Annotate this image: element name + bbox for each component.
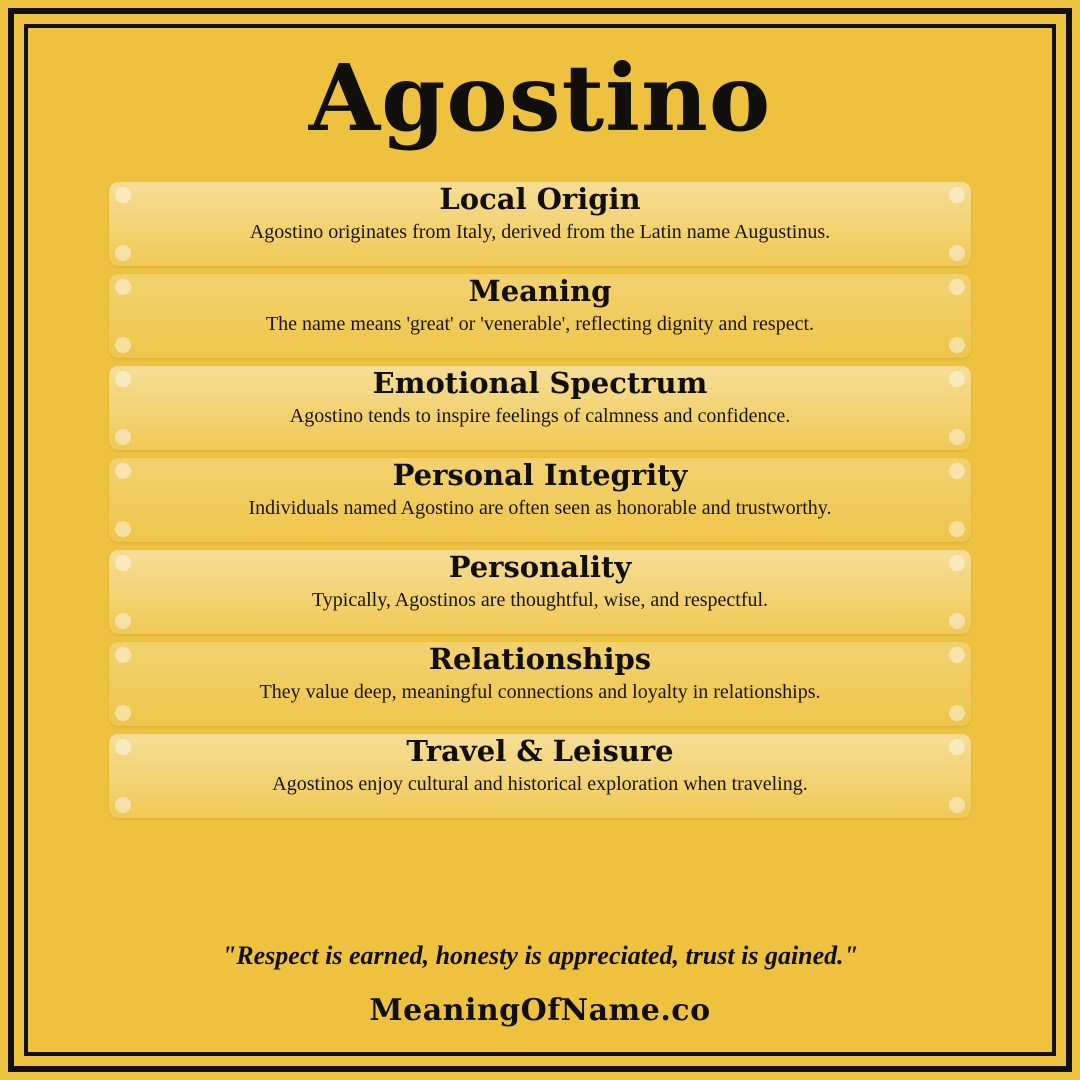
- section-heading: Emotional Spectrum: [372, 366, 708, 400]
- section-card-personal-integrity: [109, 458, 971, 542]
- section-text: Agostino originates from Italy, derived from the Latin name Augustinus.: [249, 221, 831, 243]
- section-text: Agostinos enjoy cultural and historical exploration when traveling.: [272, 773, 808, 795]
- section-card-travel-leisure: [109, 734, 971, 818]
- section-text: The name means 'great' or 'venerable', reflecting dignity and respect.: [265, 313, 815, 335]
- pin-dot-icon: [115, 337, 131, 353]
- footer-quote: "Respect is earned, honesty is appreciated, trust is gained.": [221, 941, 859, 970]
- section-text: Agostino tends to inspire feelings of calmness and confidence.: [289, 405, 791, 427]
- pin-dot-icon: [949, 797, 965, 813]
- pin-dot-icon: [115, 245, 131, 261]
- pin-dot-icon: [949, 245, 965, 261]
- pin-dot-icon: [115, 521, 131, 537]
- section-card-personality: [109, 550, 971, 634]
- pin-dot-icon: [949, 429, 965, 445]
- pin-dot-icon: [949, 521, 965, 537]
- pin-dot-icon: [115, 429, 131, 445]
- pin-dot-icon: [949, 337, 965, 353]
- section-text: Individuals named Agostino are often seen as honorable and trustworthy.: [248, 497, 832, 519]
- pin-dot-icon: [949, 705, 965, 721]
- section-heading: Meaning: [468, 274, 612, 308]
- section-card-local-origin: [109, 182, 971, 266]
- pin-dot-icon: [115, 797, 131, 813]
- section-card-emotional-spectrum: [109, 366, 971, 450]
- pin-dot-icon: [949, 613, 965, 629]
- section-card-meaning: [109, 274, 971, 358]
- sections-list: [109, 182, 971, 826]
- poster-footer: [34, 941, 1046, 1046]
- section-text: Typically, Agostinos are thoughtful, wise, and respectful.: [311, 589, 769, 611]
- section-card-relationships: [109, 642, 971, 726]
- section-heading: Relationships: [428, 642, 652, 676]
- page-title: Agostino: [308, 44, 772, 152]
- section-text: They value deep, meaningful connections and loyalty in relationships.: [259, 681, 821, 703]
- section-heading: Travel & Leisure: [406, 734, 674, 768]
- section-heading: Local Origin: [439, 182, 641, 216]
- pin-dot-icon: [115, 613, 131, 629]
- section-heading: Personality: [448, 550, 632, 584]
- poster-content: [34, 34, 1046, 1046]
- section-heading: Personal Integrity: [392, 458, 688, 492]
- brand-name: MeaningOfName.co: [369, 993, 711, 1028]
- pin-dot-icon: [115, 705, 131, 721]
